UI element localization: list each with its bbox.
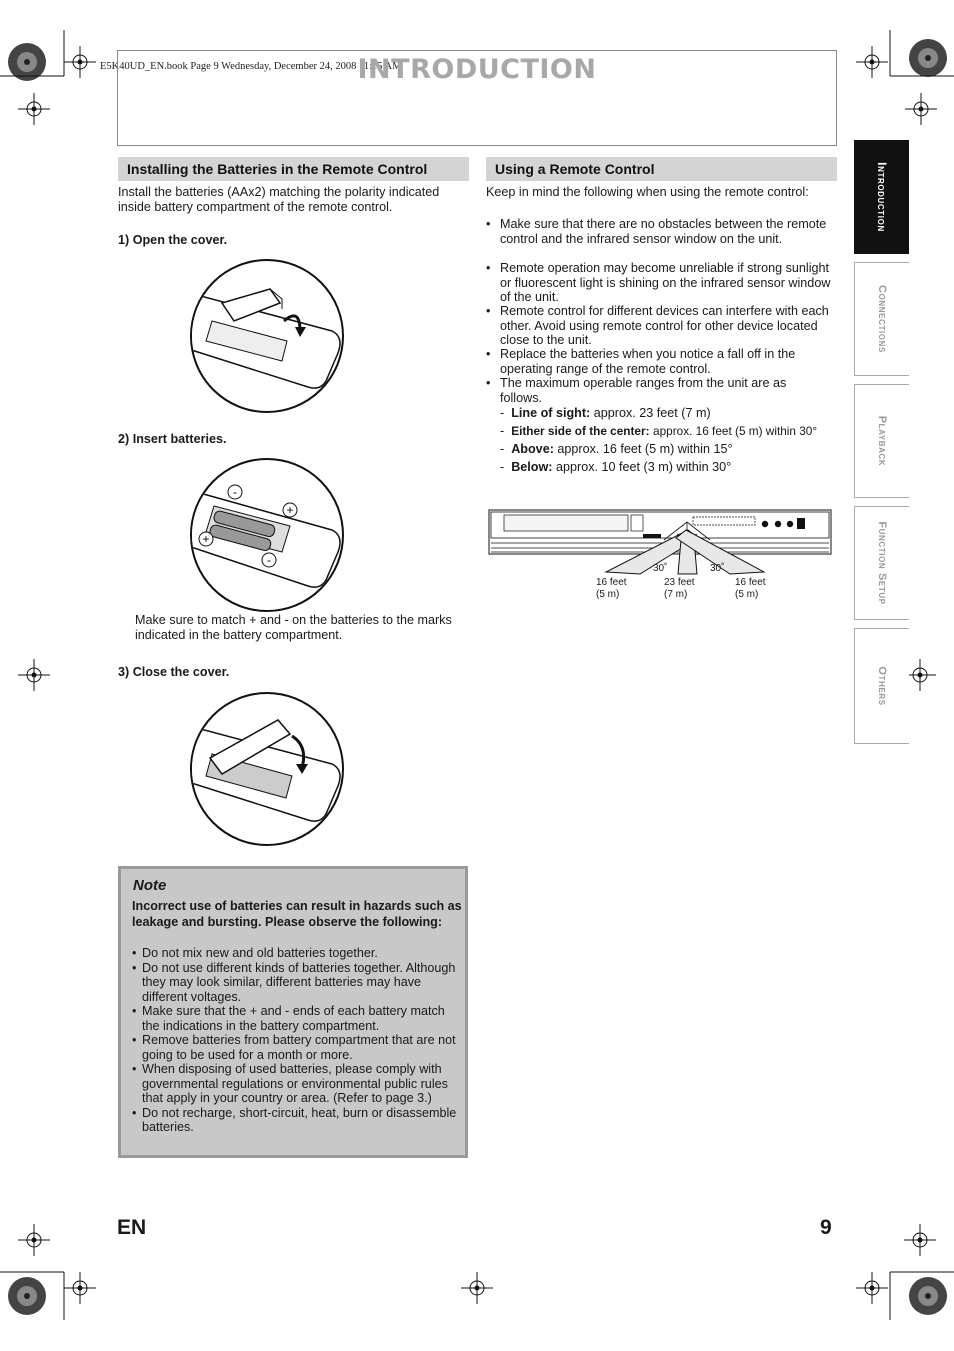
footer-page-number: 9 [820, 1216, 832, 1239]
angle-label-left: 30˚ [653, 563, 668, 574]
step-1-label: 1) Open the cover. [118, 233, 228, 247]
note-title: Note [133, 877, 167, 894]
illustration-close-cover [190, 692, 344, 846]
note-list [132, 946, 462, 1135]
note-item: • Do not use different kinds of batteries together. Although they may look similar, different batteries may have different voltages. [132, 960, 456, 1004]
remote-bullet: • Remote control for different devices can interfere with each other. Avoid using remote control for other device located close to the unit. [486, 304, 829, 347]
illustration-insert-batteries [190, 458, 344, 612]
range-either-side: - Either side of the center: approx. 16 feet (5 m) within 30° [500, 424, 818, 438]
note-item: • Make sure that the + and - ends of each battery match the indications in the battery compartment. [132, 1004, 445, 1033]
side-tab-others[interactable]: Others [854, 628, 909, 744]
polarity-minus-mark: - [233, 485, 237, 499]
polarity-note: Make sure to match + and - on the batteries to the marks indicated in the battery compartment. [135, 613, 452, 642]
side-tab-function-setup[interactable]: Function Setup [854, 506, 909, 620]
remote-bullet: • Remote operation may become unreliable if strong sunlight or fluorescent light is shining on the infrared sensor window of the unit. [486, 261, 831, 304]
range-above: - Above: approx. 16 feet (5 m) within 15° [500, 442, 733, 456]
page-title: INTRODUCTION [357, 54, 597, 85]
step-3-label: 3) Close the cover. [118, 665, 230, 679]
side-tab-introduction[interactable]: Introduction [854, 140, 909, 254]
illustration-open-cover [190, 259, 344, 413]
batteries-intro: Install the batteries (AAx2) matching the polarity indicated inside battery compartment of the remote control. [118, 185, 440, 214]
remote-bullet: • The maximum operable ranges from the unit are as follows. [486, 376, 787, 405]
note-item: • Do not recharge, short-circuit, heat, burn or disassemble batteries. [132, 1105, 457, 1134]
step-2-label: 2) Insert batteries. [118, 432, 227, 446]
note-item: • When disposing of used batteries, please comply with governmental regulations or environmental public rules that apply in your country or area. (Refer to page 3.) [132, 1062, 448, 1105]
side-tab-connections[interactable]: Connections [854, 262, 909, 376]
print-info-line: E5K40UD_EN.book Page 9 Wednesday, December 24, 2008 11:15 AM [100, 61, 402, 72]
remote-intro: Keep in mind the following when using the remote control: [486, 185, 809, 199]
center-distance-label: 23 feet (7 m) [664, 577, 695, 600]
note-warning: Incorrect use of batteries can result in hazards such as leakage and bursting. Please observe the following: [132, 899, 462, 929]
polarity-minus-mark: - [267, 553, 271, 567]
range-below: - Below: approx. 10 feet (3 m) within 30° [500, 460, 732, 474]
section-heading-remote: Using a Remote Control [486, 157, 837, 181]
section-heading-batteries: Installing the Batteries in the Remote Control [118, 157, 469, 181]
remote-bullet: • Make sure that there are no obstacles between the remote control and the infrared sensor window on the unit. [486, 217, 827, 246]
left-distance-label: 16 feet (5 m) [596, 577, 627, 600]
range-line-of-sight: - Line of sight: approx. 23 feet (7 m) [500, 406, 711, 420]
right-distance-label: 16 feet (5 m) [735, 577, 766, 600]
footer-language: EN [117, 1216, 147, 1239]
note-item: • Remove batteries from battery compartment that are not going to be used for a month or more. [132, 1033, 456, 1062]
side-tab-playback[interactable]: Playback [854, 384, 909, 498]
note-box [118, 866, 468, 1158]
angle-label-right: 30˚ [710, 563, 725, 574]
remote-bullet: • Replace the batteries when you notice a fall off in the operating range of the remote control. [486, 347, 796, 376]
polarity-plus-mark: + [202, 532, 210, 546]
polarity-plus-mark: + [286, 503, 294, 517]
note-item: • Do not mix new and old batteries together. [132, 946, 378, 960]
